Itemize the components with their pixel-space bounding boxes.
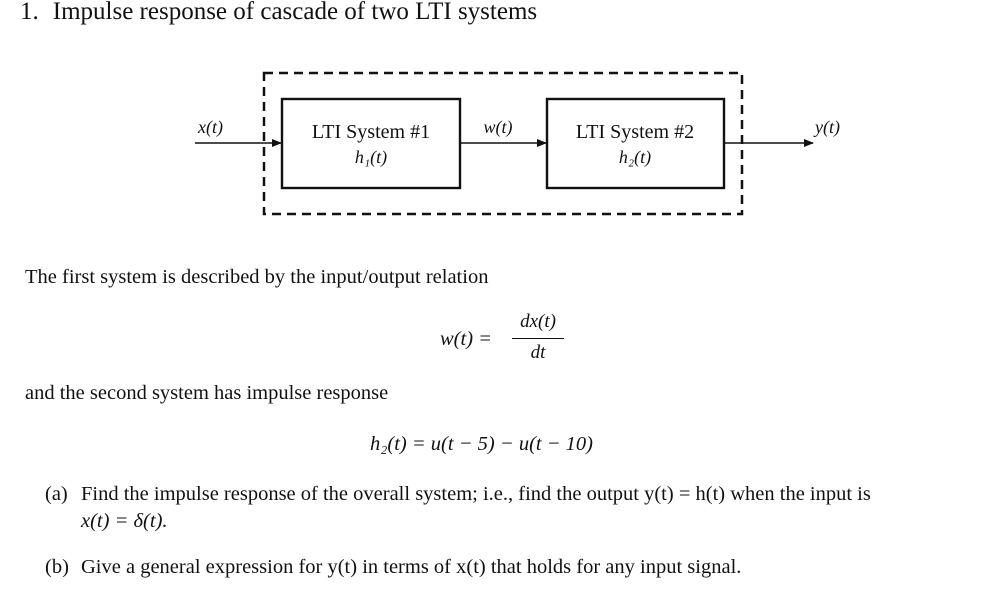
block1-name: LTI System #1 <box>311 121 431 143</box>
intermediate-signal-label: w(t) <box>483 117 513 137</box>
block2-name: LTI System #2 <box>575 121 695 143</box>
block1-impulse-response: h₁(t) <box>354 147 388 167</box>
fraction-bar <box>512 338 564 339</box>
first-system-description: The first system is described by the input/output relation <box>25 266 489 288</box>
lti-system-2-block <box>547 99 724 188</box>
equation-1-fraction <box>512 311 564 364</box>
equation-2: h₂(t) = u(t − 5) − u(t − 10) <box>370 433 594 455</box>
equation-1-denominator: dt <box>530 342 546 363</box>
question-b-line1: Give a general expression for y(t) in terms of x(t) that holds for any input signal. <box>81 556 742 578</box>
lti-system-1-block <box>282 99 460 188</box>
problem-title: Impulse response of cascade of two LTI systems <box>52 0 538 25</box>
second-system-description: and the second system has impulse response <box>25 382 389 404</box>
question-a-line2: x(t) = δ(t). <box>81 510 168 532</box>
input-signal-label: x(t) <box>198 117 223 137</box>
block-diagram <box>0 0 1003 240</box>
question-a-label: (a) <box>45 483 68 505</box>
block2-impulse-response: h₂(t) <box>618 147 652 167</box>
output-signal-label: y(t) <box>815 117 840 137</box>
question-b-label: (b) <box>45 556 69 578</box>
question-a-line1: Find the impulse response of the overall system; i.e., find the output y(t) = h(t) when the input is <box>81 483 871 505</box>
equation-1-numerator: dx(t) <box>520 311 556 332</box>
equation-1-lhs: w(t) = <box>440 328 492 350</box>
problem-number: 1. <box>20 0 39 25</box>
